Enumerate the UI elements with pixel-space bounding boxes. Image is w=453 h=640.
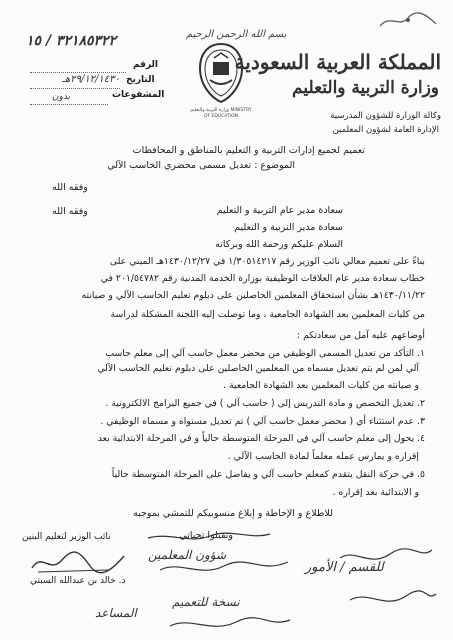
date-dotline (30, 88, 120, 89)
handwritten-note-corner: المساعد (95, 606, 137, 620)
paragraph-line-2: خطاب سعادة مدير عام العلاقات الوظيفية بوزارة الخدمة المدنية رقم ٢٠١/٥٤٧٨٢ في (100, 273, 425, 284)
closing-line-1: للاطلاع و الإحاطة و إبلاغ منسوبيكم للتمشي بموجبه (133, 508, 333, 519)
closing-line-2: وتقبلوا تحياتي (179, 530, 233, 541)
attachments-dotline (30, 104, 108, 105)
attachments-label: المشفوعات (112, 90, 165, 100)
signatory-title: نائب الوزير لتعليم البنين (22, 532, 111, 542)
item-line-1: ١. التأكد من تعديل المسمى الوظيفي من محضر معمل حاسب آلي إلى معلم حاسب (105, 348, 425, 359)
ministry-logo (196, 42, 246, 104)
handwritten-note-bottom: نسخة للتعميم (172, 595, 240, 609)
crest-mark (378, 12, 438, 30)
handwritten-note-top-right: للقسم / الأمور (305, 560, 384, 575)
signature-scribble (28, 548, 128, 576)
date-label: التاريخ (126, 75, 155, 85)
handwritten-note-middle: شؤون المعلمين (148, 548, 227, 562)
wafaqahu-1: وفقه الله (52, 182, 88, 193)
signatory-name: د. خالد بن عبدالله السبتي (30, 576, 126, 586)
handwriting-scribbles (140, 530, 440, 640)
kingdom-title: المملكة العربية السعودية (234, 50, 441, 74)
paragraph-line-3: ١٤٣٠/١١/٢٢هـ بشأن استحقاق المعلمين الحاصلين على دبلوم تعليم الحاسب الآلي و صيانته (81, 290, 425, 301)
subject-line: الموضوع : تعديل مسمى محضري الحاسب الآلي (107, 160, 295, 171)
handwritten-number: ٣٢١٨٥٣٢٢ / ١٥ (26, 33, 117, 49)
item-line-3: و صيانته من كليات المعلمين بعد الشهادة الجامعية . (223, 380, 419, 391)
addressees-line: تعميم لجميع إدارات التربية و التعليم بالمناطق و المحافظات (132, 145, 365, 156)
number-label: الرقم (133, 60, 159, 70)
item-line-8: ٥. في حركة النقل يتقدم كمعلم حاسب آلي و يفاضل على المرحلة المتوسطة حالياً (111, 469, 425, 480)
department-line: الإدارة العامة لشؤون المعلمين (332, 125, 439, 135)
item-line-5: ٣. عدم استثناء أي ( محضر معمل حاسب آلي ) تم تعديل مستواه و مسماه الوظيفي . (100, 416, 425, 427)
logo-caption: وزارة التربية والتعليم MINISTRY OF EDUCATION (190, 108, 252, 119)
salutation-2: سعادة مدير التربية و التعليم (234, 222, 343, 233)
item-line-7: إقراره و يمارس عمله معلماً لمادة الحاسب الآلي . (227, 451, 419, 462)
ministry-title: وزارة التربية والتعليم (292, 78, 439, 98)
paragraph-line-4: من كليات المعلمين بعد الشهادة الجامعية ، وما توصلت إليه اللجنة المشكلة لدراسة (110, 309, 425, 320)
salutation-1: سعادة مدير عام التربية و التعليم (216, 205, 343, 216)
date-value: ٢٩/١٢/١٤٣٠هـ (62, 74, 120, 85)
item-line-9: و الابتدائية بعد إقراره . (332, 487, 419, 498)
agency-line: وكالة الوزارة للشؤون المدرسية (330, 111, 441, 121)
basmala: بسم الله الرحمن الرحيم (186, 29, 287, 40)
wafaqahu-2: وفقه الله (52, 206, 88, 217)
greeting-line: السلام عليكم ورحمة الله وبركاته (215, 239, 343, 250)
item-line-6: ٤. يحول إلى معلم حاسب آلي في المرحلة المتوسطة حالياً و في المرحلة الابتدائية بعد (97, 433, 425, 444)
attachments-value: بدون (52, 92, 71, 102)
paragraph-line-1: بناءً على تعميم معالي نائب الوزير رقم ١/٣٠٥١٤٢١٧ في ١٤٣٠/١٢/٢٧هـ المبني على (109, 256, 425, 267)
item-line-2: آلي لمن لم يتم تعديل مسماه من المعلمين الحاصلين على دبلوم تعليم الحاسب الآلي (97, 363, 419, 374)
item-line-4: ٢. تعديل التخصص و مادة التدريس إلى ( حاسب آلي ) في جميع البرامج الالكترونية . (105, 398, 425, 409)
paragraph-line-5: أوضاعهم عليه آمل من سعادتكم : (297, 330, 425, 341)
number-dotline (30, 72, 126, 73)
